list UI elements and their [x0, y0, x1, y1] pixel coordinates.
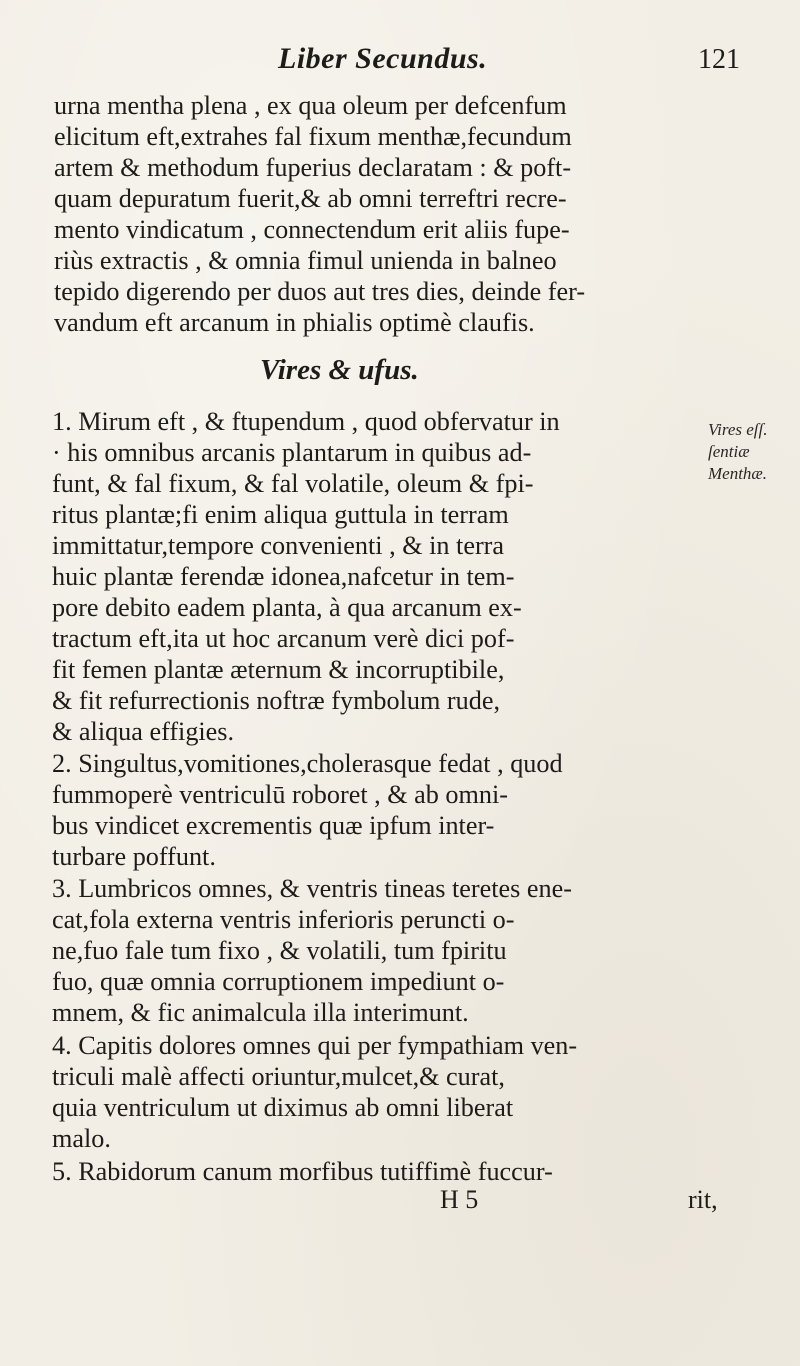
text-line: turbare poffunt.	[52, 842, 216, 871]
page-header	[0, 42, 800, 82]
text-line: funt, & fal fixum, & fal volatile, oleum & fpi-	[52, 469, 534, 498]
text-line: pore debito eadem planta, à qua arcanum ex-	[52, 593, 522, 622]
text-line: cat,fola externa ventris inferioris peruncti o-	[52, 905, 515, 934]
text-line: artem & methodum fuperius declaratam : & poft-	[54, 153, 572, 182]
text-line: mento vindicatum , connectendum erit aliis fupe-	[54, 215, 570, 244]
text-line: riùs extractis , & omnia fimul unienda in balneo	[54, 246, 557, 275]
text-line: malo.	[52, 1124, 111, 1153]
text-line: fit femen plantæ æternum & incorruptibile,	[52, 655, 505, 684]
text-line: · his omnibus arcanis plantarum in quibus ad-	[52, 438, 532, 467]
text-line: 5. Rabidorum canum morfibus tutiffimè fuccur-	[52, 1157, 553, 1186]
text-line: elicitum eft,extrahes fal fixum menthæ,fecundum	[54, 122, 572, 151]
text-line: ritus plantæ;fi enim aliqua guttula in terram	[52, 500, 509, 529]
text-line: quia ventriculum ut diximus ab omni liberat	[52, 1093, 514, 1122]
text-line: triculi malè affecti oriuntur,mulcet,& curat,	[52, 1062, 505, 1091]
margin-note-line: Menthæ.	[708, 464, 768, 483]
text-line: & aliqua effigies.	[52, 717, 235, 746]
text-line: tractum eft,ita ut hoc arcanum verè dici pof-	[52, 624, 515, 653]
text-line: huic plantæ ferendæ idonea,nafcetur in tem-	[52, 562, 515, 591]
text-line: 4. Capitis dolores omnes qui per fympathiam ven-	[52, 1031, 578, 1060]
text-line: vandum eft arcanum in phialis optimè claufis.	[54, 308, 535, 337]
catchword: rit,	[688, 1185, 718, 1214]
text-line: tepido digerendo per duos aut tres dies, deinde fer-	[54, 277, 586, 306]
running-head: Liber Secundus.	[278, 42, 488, 75]
text-line: & fit refurrectionis noftræ fymbolum rude,	[52, 686, 500, 715]
text-line: fuo, quæ omnia corruptionem impediunt o-	[52, 967, 505, 996]
text-line: 2. Singultus,vomitiones,cholerasque fedat , quod	[52, 749, 563, 778]
text-line: fummoperè ventriculū roboret , & ab omni-	[52, 780, 508, 809]
text-line: immittatur,tempore convenienti , & in terra	[52, 531, 505, 560]
text-line: urna mentha plena , ex qua oleum per defcenfum	[54, 91, 567, 120]
text-line: 1. Mirum eft , & ftupendum , quod obfervatur in	[52, 407, 560, 436]
text-line: quam depuratum fuerit,& ab omni terreftri recre-	[54, 184, 567, 213]
section-heading: Vires & ufus.	[260, 354, 419, 386]
margin-note-line: ſentiæ	[708, 442, 750, 461]
text-line: mnem, & fic animalcula illa interimunt.	[52, 998, 469, 1027]
page-number: 121	[698, 44, 740, 75]
text-line: bus vindicet excrementis quæ ipfum inter-	[52, 811, 495, 840]
text-line: 3. Lumbricos omnes, & ventris tineas teretes ene-	[52, 874, 572, 903]
text-line: ne,fuo fale tum fixo , & volatili, tum fpiritu	[52, 936, 507, 965]
signature-mark: H 5	[440, 1185, 479, 1214]
margin-note-line: Vires eſſ.	[708, 420, 768, 439]
